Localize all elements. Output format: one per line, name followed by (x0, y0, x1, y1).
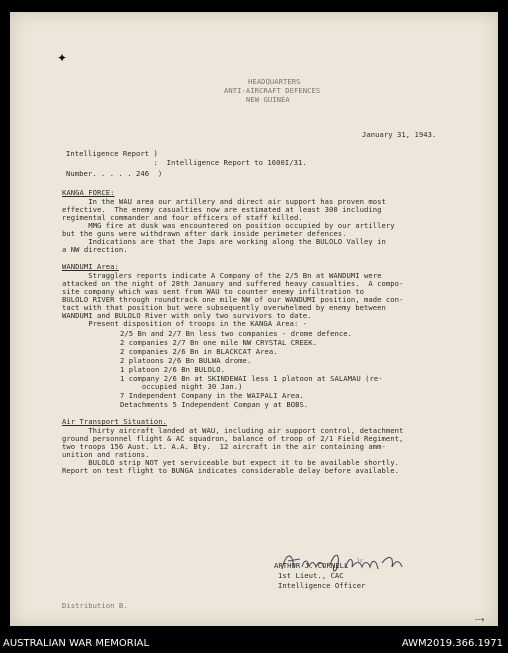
signature-name: ARTHUR J. CORNELL (274, 561, 349, 570)
section-kanga-title: KANGA FORCE: (62, 188, 115, 197)
body-line: site company which was sent from WAU to counter enemy infiltration to (62, 287, 365, 296)
body-line: MMG fire at dusk was encountered on position occupied by our artillery (62, 221, 395, 230)
list-item: 2 companies 2/7 Bn one mile NW CRYSTAL CREEK. (120, 338, 317, 347)
archive-footer (0, 635, 508, 653)
body-line: tact with that position but were subsequently overwhelmed by enemy between (62, 303, 386, 312)
body-line: Report on test flight to BUNGA indicates considerable delay before available. (62, 466, 400, 475)
list-item: 2/5 Bn and 2/7 Bn less two companies - drome defence. (120, 329, 352, 338)
list-item: Detachments 5 Independent Compan y at BOBS. (120, 400, 309, 409)
report-ref-line2: : Intelligence Report to 1600I/31. (66, 158, 307, 167)
body-line: but the guns were withdrawn after dark inside perimeter defences. (62, 229, 347, 238)
list-item: 2 companies 2/6 Bn in BLACKCAT Area. (120, 347, 278, 356)
letterhead-line3: NEW GUINEA (246, 95, 290, 104)
body-line: Thirty aircraft landed at WAU, including air support control, detachment (62, 426, 404, 435)
body-line: regimental commander and four officers of staff killed. (62, 213, 303, 222)
list-item: 7 Independent Company in the WAIPALI Area. (120, 391, 304, 400)
section-wandumi-title: WANDUMI Area: (62, 262, 119, 271)
distribution-line: Distribution B. (62, 601, 128, 610)
body-line: effective. The enemy casualties now are estimated at least 300 including (62, 205, 382, 214)
body-line: Present disposition of troops in the KANGA Area: - (62, 319, 308, 328)
list-item: 1 company 2/6 Bn at SKINDEWAI less 1 platoon at SALAMAU (re- (120, 374, 383, 383)
list-item: 2 platoons 2/6 Bn BULWA drome. (120, 356, 252, 365)
list-item: 1 platoon 2/6 Bn BULOLO. (120, 365, 226, 374)
body-line: a NW direction. (62, 245, 128, 254)
document-page (10, 12, 498, 626)
body-line: WANDUMI and BULOLO River with only two survivors to date. (62, 311, 312, 320)
body-line: Stragglers reports indicate A Company of the 2/5 Bn at WANDUMI were (62, 271, 382, 280)
report-ref-line1: Intelligence Report ) (66, 149, 158, 158)
corner-pen-mark-icon: ⤏ (475, 615, 485, 625)
body-line: In the WAU area our artillery and direct air support has proven most (62, 197, 386, 206)
body-line: Indications are that the Japs are working along the BULOLO Valley in (62, 237, 386, 246)
body-line: attacked on the night of 28th January and suffered heavy casualties. A compo- (62, 279, 404, 288)
body-line: BULOLO RIVER through roundtrack one mile NW of our WANDUMI position, made con- (62, 295, 404, 304)
signature-title: Intelligence Officer (278, 581, 366, 590)
body-line: ground personnel flight & AC squadron, balance of troop of 2/1 Field Regiment, (62, 434, 404, 443)
pen-mark-icon: ✦ (57, 51, 68, 65)
body-line: BULOLO strip NOT yet serviceable but expect it to be available shortly. (62, 458, 400, 467)
document-date: January 31, 1943. (362, 130, 437, 139)
section-air-title: Air Transport Situation. (62, 417, 168, 426)
letterhead-line1: HEADQUARTERS (248, 77, 301, 86)
list-item: occupied night 30 Jan.) (120, 382, 243, 391)
body-line: unition and rations. (62, 450, 150, 459)
footer-institution: AUSTRALIAN WAR MEMORIAL (3, 638, 150, 649)
report-ref-line3: Number. . . . . 246 ) (66, 169, 163, 178)
footer-accession-number: AWM2019.366.1971 (401, 638, 503, 649)
letterhead-line2: ANTI-AIRCRAFT DEFENCES (224, 86, 321, 95)
signature-rank: 1st Lieut., CAC (278, 571, 344, 580)
signature-suffix: Jr. (356, 558, 367, 565)
body-line: two troops 156 Aust. Lt. A.A. Bty. 12 aircraft in the air containing amm- (62, 442, 386, 451)
